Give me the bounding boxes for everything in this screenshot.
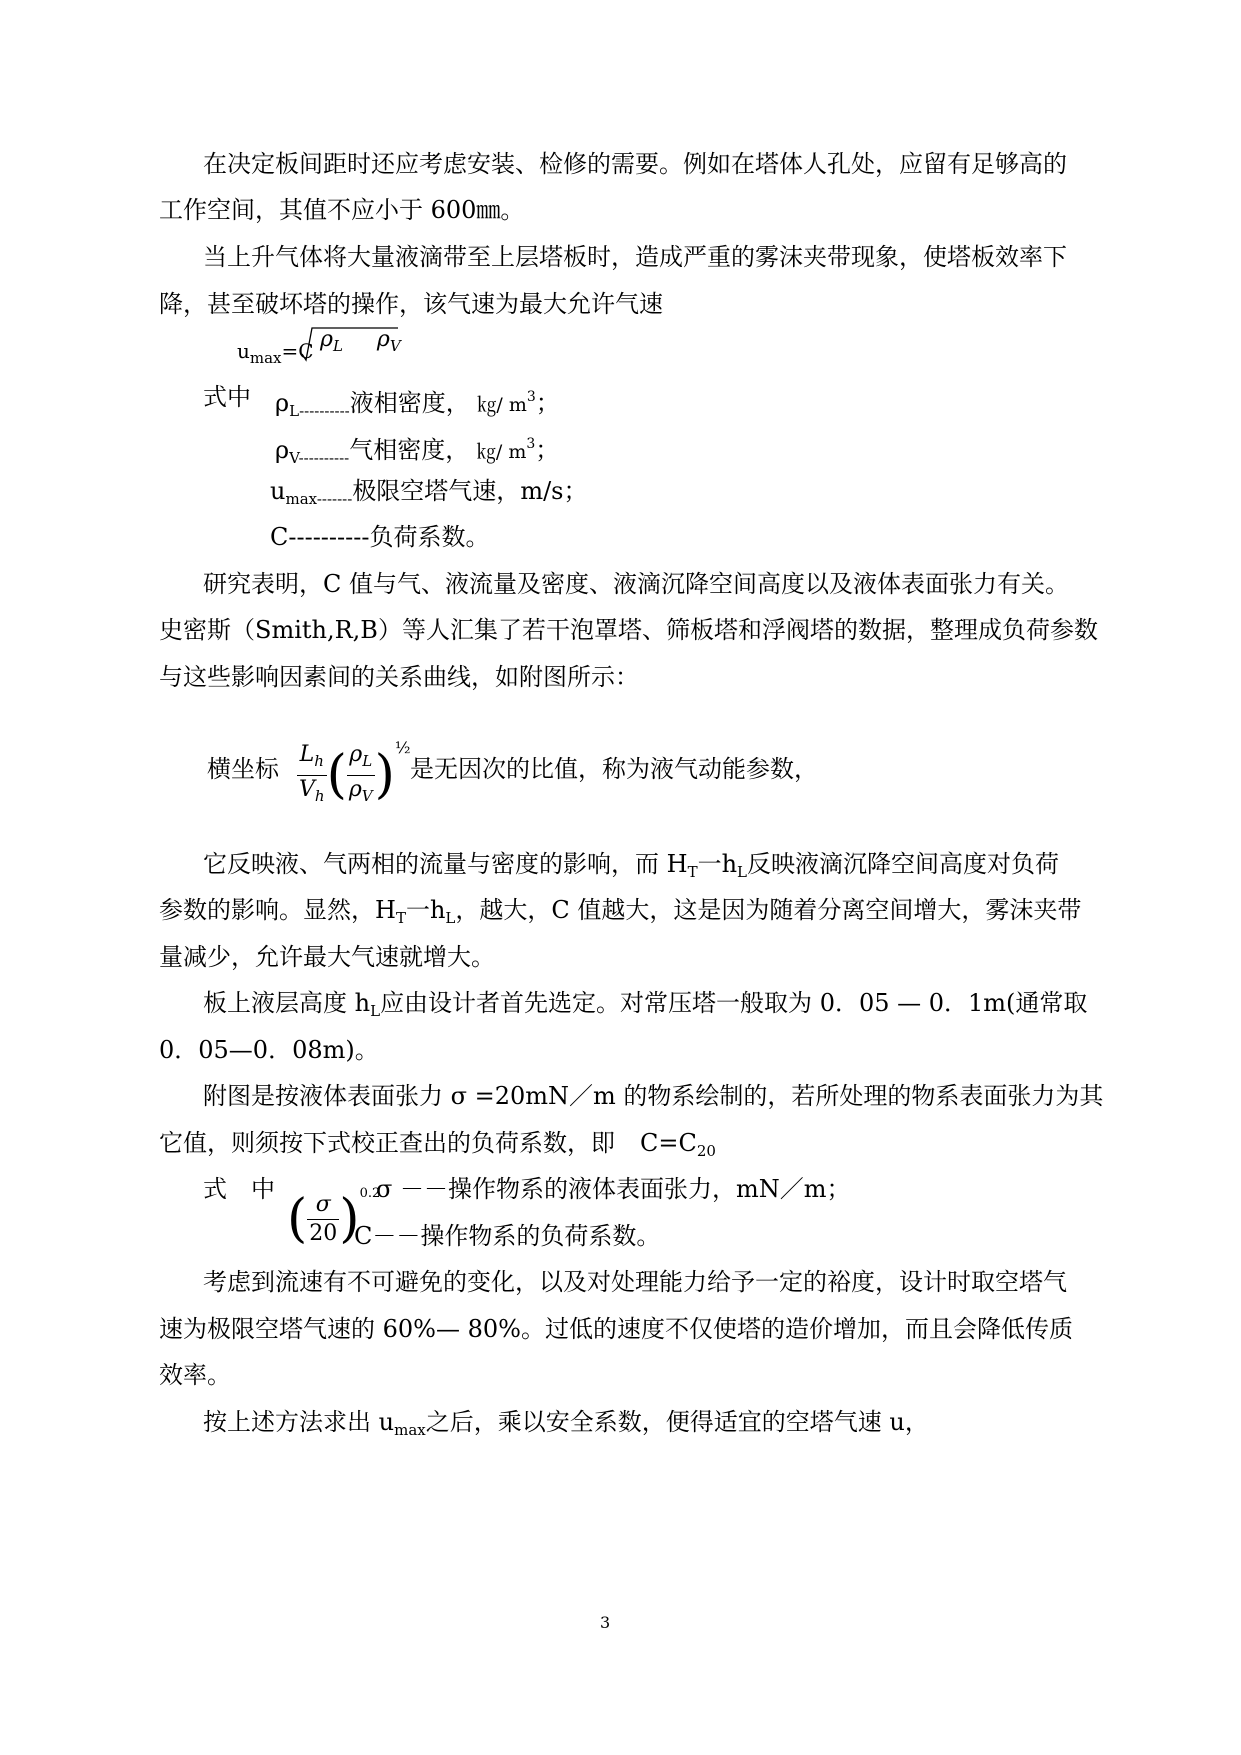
paragraph-text: 当上升气体将大量液滴带至上层塔板时，造成严重的雾沫夹带现象，使塔板效率下 bbox=[203, 243, 1067, 271]
paragraph-text: 降，甚至破坏塔的操作，该气速为最大允许气速 bbox=[159, 290, 663, 318]
paragraph-text: 参数的影响。显然，$H_T$一$h_L$，越大，C 值越大，这是因为随着分离空间增大，雾沫夹带 bbox=[159, 896, 1082, 927]
correction-label: 式 中 bbox=[203, 1175, 275, 1203]
correction-c-definition: C－－操作物系的负荷系数。 bbox=[354, 1222, 661, 1250]
paragraph-text: 0．05—0．08m)。 bbox=[159, 1036, 379, 1064]
definition-c: C----------负荷系数。 bbox=[270, 523, 490, 551]
paragraph-text: 它反映液、气两相的流量与密度的影响，而 $H_T$一$h_L$反映液滴沉降空间高度对负荷 bbox=[203, 850, 1060, 881]
umax-formula: $u_{max}=C$ bbox=[237, 339, 314, 367]
correction-equation: $C=C_{20}$ bbox=[640, 1129, 716, 1160]
paragraph-text: 工作空间，其值不应小于 600㎜。 bbox=[159, 196, 525, 224]
correction-sigma-definition: σ －－操作物系的液体表面张力，mN／m； bbox=[376, 1175, 851, 1203]
paragraph-text: 与这些影响因素间的关系曲线，如附图所示： bbox=[159, 663, 639, 691]
paragraph-text: 考虑到流速有不可避免的变化，以及对处理能力给予一定的裕度，设计时取空塔气 bbox=[203, 1268, 1067, 1296]
paragraph-text: 板上液层高度 $h_L$应由设计者首先选定。对常压塔一般取为 0．05 — 0．1m(通常取 bbox=[203, 989, 1088, 1020]
paragraph-text: 附图是按液体表面张力 σ =20mN／m 的物系绘制的，若所处理的物系表面张力为其 bbox=[203, 1082, 1104, 1110]
paragraph-text: 速为极限空塔气速的 60%— 80%。过低的速度不仅使塔的造价增加，而且会降低传质 bbox=[159, 1315, 1073, 1343]
abscissa-label: 横坐标 bbox=[207, 755, 279, 783]
paragraph-text: 按上述方法求出 $u_{max}$之后，乘以安全系数，便得适宜的空塔气速 u， bbox=[203, 1408, 929, 1439]
definition-rho-l: $\rho_{L----------}$液相密度， ㎏/ $m^3$； bbox=[275, 389, 560, 420]
paragraph-text: 在决定板间距时还应考虑安装、检修的需要。例如在塔体人孔处，应留有足够高的 bbox=[203, 150, 1067, 178]
paragraph-text: 史密斯（Smith,R,B）等人汇集了若干泡罩塔、筛板塔和浮阀塔的数据，整理成负荷参数 bbox=[159, 616, 1098, 644]
correction-formula: ( $\frac{\sigma}{20}$ )$^{0.2}$ bbox=[287, 1186, 381, 1249]
sqrt-content: $\rho_L$ $\rho_V$ bbox=[320, 327, 401, 355]
abscissa-description: 是无因次的比值，称为液气动能参数， bbox=[410, 755, 818, 783]
page-number: 3 bbox=[600, 1613, 611, 1632]
paragraph-text: 效率。 bbox=[159, 1361, 231, 1389]
paragraph-text: 它值，则须按下式校正查出的负荷系数，即 bbox=[159, 1129, 615, 1157]
abscissa-formula: $\frac{L_h}{V_h}$ ( $\frac{\rho_L}{\rho_V}$ )$^{\frac{1}{2}}$ bbox=[297, 734, 410, 810]
definition-rho-v: $\rho_{V----------}$气相密度， ㎏/ $m^3$； bbox=[275, 436, 560, 467]
paragraph-text: 量减少，允许最大气速就增大。 bbox=[159, 943, 495, 971]
definitions-label: 式中 bbox=[203, 383, 251, 411]
definition-umax: $u_{max-------}$极限空塔气速，m/s； bbox=[270, 477, 588, 508]
paragraph-text: 研究表明，C 值与气、液流量及密度、液滴沉降空间高度以及液体表面张力有关。 bbox=[203, 570, 1069, 598]
